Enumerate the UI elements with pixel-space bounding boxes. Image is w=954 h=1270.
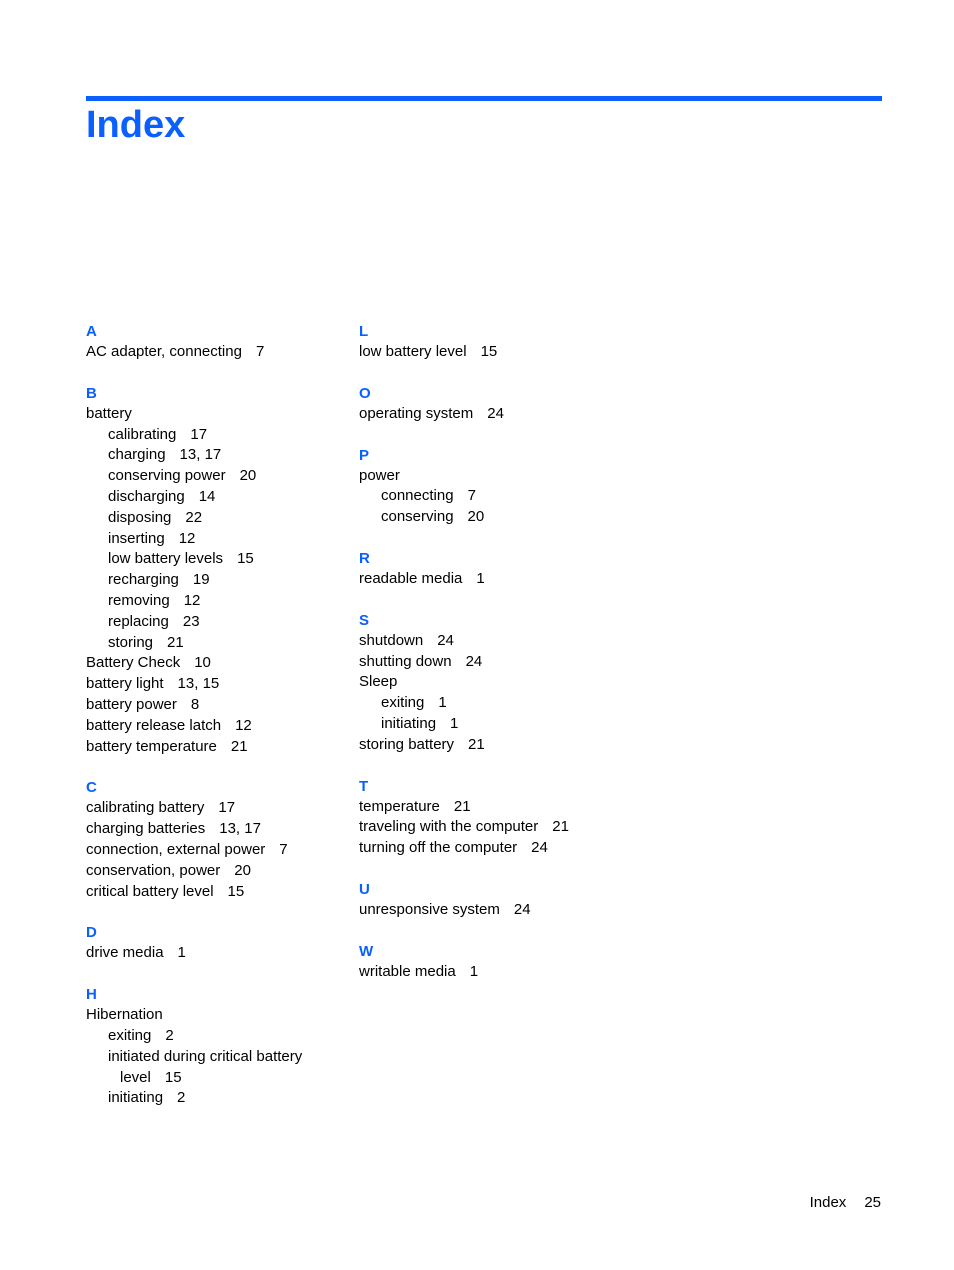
entry-term: battery temperature: [86, 737, 217, 755]
index-entry: [86, 1088, 346, 1109]
entry-page-ref[interactable]: 21: [552, 818, 569, 836]
entry-term: initiating: [108, 1089, 164, 1107]
section-letter: U: [359, 880, 370, 898]
entry-page-ref[interactable]: 21: [167, 633, 184, 651]
index-section-c: [86, 776, 346, 902]
index-entry: [359, 797, 619, 818]
entry-term: turning off the computer: [359, 839, 518, 857]
entry-term: critical battery level: [86, 882, 214, 900]
index-column-left: [86, 320, 346, 1128]
entry-term: calibrating: [108, 425, 177, 443]
entry-term: exiting: [108, 1026, 152, 1044]
index-entry: [86, 445, 346, 466]
page-title: Index: [86, 104, 186, 146]
index-entry: [86, 1047, 346, 1068]
index-entry: [86, 737, 346, 758]
index-entry: [359, 714, 619, 735]
entry-term: readable media: [359, 569, 463, 587]
index-section-h: [86, 983, 346, 1109]
entry-page-ref[interactable]: 1: [450, 714, 459, 732]
index-entry: [86, 404, 346, 425]
entry-term: initiated during critical battery: [108, 1047, 303, 1065]
entry-term: charging batteries: [86, 820, 206, 838]
index-entry: [359, 466, 619, 487]
entry-page-ref[interactable]: 10: [194, 654, 211, 672]
entry-page-ref[interactable]: 13, 17: [179, 446, 222, 464]
section-letter: S: [359, 611, 370, 629]
section-letter: T: [359, 777, 369, 795]
entry-page-ref[interactable]: 12: [178, 529, 196, 547]
entry-term: drive media: [86, 944, 164, 962]
entry-page-ref[interactable]: 20: [234, 861, 251, 879]
entry-page-ref[interactable]: 15: [164, 1068, 182, 1086]
entry-term: temperature: [359, 797, 440, 815]
entry-term: storing battery: [359, 735, 455, 753]
entry-page-ref[interactable]: 21: [453, 797, 471, 815]
index-entry: [86, 342, 346, 363]
entry-term: disposing: [108, 508, 172, 526]
index-entry: [359, 631, 619, 652]
entry-term: charging: [108, 446, 166, 464]
entry-term: initiating: [381, 714, 437, 732]
entry-page-ref[interactable]: 24: [531, 839, 548, 857]
entry-term: traveling with the computer: [359, 818, 539, 836]
index-entry: [359, 652, 619, 673]
section-letter: P: [359, 446, 370, 464]
entry-term: conservation, power: [86, 861, 221, 879]
entry-term: calibrating battery: [86, 799, 205, 817]
entry-term: low battery levels: [108, 550, 224, 568]
index-entry: [86, 549, 346, 570]
entry-page-ref[interactable]: 21: [468, 735, 485, 753]
index-entry: [86, 840, 346, 861]
entry-term: connecting: [381, 487, 454, 505]
entry-term: inserting: [108, 529, 165, 547]
page-footer: [810, 1193, 881, 1213]
index-section-b: [86, 382, 346, 758]
index-entry: [359, 693, 619, 714]
entry-page-ref[interactable]: 1: [476, 569, 485, 587]
index-section-s: [359, 609, 619, 756]
entry-term: discharging: [108, 487, 185, 505]
entry-term: battery release latch: [86, 716, 222, 734]
entry-page-ref[interactable]: 13, 15: [177, 675, 220, 693]
entry-term: AC adapter, connecting: [86, 343, 242, 360]
entry-page-ref[interactable]: 7: [467, 487, 476, 505]
entry-page-ref[interactable]: 21: [230, 737, 248, 755]
index-entry: [359, 817, 619, 838]
section-letter: H: [86, 986, 97, 1004]
index-entry: [359, 838, 619, 859]
section-letter: L: [359, 323, 369, 340]
entry-page-ref[interactable]: 12: [183, 591, 201, 609]
index-section-o: [359, 382, 619, 425]
title-rule: [86, 96, 882, 101]
index-section-p: [359, 444, 619, 528]
index-entry: [86, 695, 346, 716]
index-entry: [86, 570, 346, 591]
section-letter: C: [86, 779, 97, 797]
index-entry: [86, 882, 346, 903]
entry-page-ref[interactable]: 24: [487, 404, 504, 422]
entry-page-ref[interactable]: 15: [237, 550, 254, 568]
section-letter: W: [359, 942, 374, 960]
entry-term: shutdown: [359, 631, 424, 649]
index-entry: [359, 486, 619, 507]
index-section-w: [359, 940, 619, 983]
index-entry: [86, 591, 346, 612]
index-entry: [86, 633, 346, 654]
entry-term: unresponsive system: [359, 900, 500, 918]
index-entry: [359, 672, 619, 693]
entry-page-ref[interactable]: 20: [467, 508, 485, 526]
entry-page-ref[interactable]: 17: [190, 425, 208, 443]
index-entry: [86, 861, 346, 882]
index-entry: [86, 653, 346, 674]
index-column-right: [359, 320, 619, 1002]
entry-term: operating system: [359, 404, 474, 422]
index-entry: [359, 569, 619, 590]
index-section-d: [86, 921, 346, 964]
entry-term: writable media: [359, 962, 456, 980]
entry-term: Hibernation: [86, 1006, 163, 1024]
section-letter: B: [86, 384, 97, 402]
index-entry: [359, 962, 619, 983]
entry-page-ref[interactable]: 20: [239, 467, 257, 485]
index-entry: [86, 1005, 346, 1026]
index-entry: [86, 819, 346, 840]
entry-term: level: [120, 1068, 151, 1086]
footer-label: Index: [809, 1194, 847, 1211]
index-entry: [86, 466, 346, 487]
index-entry: [359, 507, 619, 528]
entry-page-ref[interactable]: 14: [198, 487, 216, 505]
entry-page-ref[interactable]: 24: [513, 900, 531, 918]
entry-term: battery power: [86, 695, 177, 713]
entry-page-ref[interactable]: 22: [185, 508, 203, 526]
index-entry: [86, 943, 346, 964]
index-entry: [86, 1068, 346, 1089]
index-entry: [86, 529, 346, 550]
footer-page-number: 25: [864, 1194, 881, 1211]
index-entry: [86, 674, 346, 695]
entry-page-ref[interactable]: 23: [182, 612, 200, 630]
index-entry: [359, 735, 619, 756]
index-entry: [86, 716, 346, 737]
section-letter: R: [359, 549, 370, 567]
entry-term: low battery level: [359, 343, 467, 360]
index-entry: [86, 612, 346, 633]
entry-term: battery light: [86, 675, 164, 693]
index-section-l: [359, 320, 619, 363]
entry-page-ref[interactable]: 15: [480, 343, 498, 360]
entry-page-ref[interactable]: 19: [192, 571, 210, 589]
index-section-u: [359, 878, 619, 921]
entry-page-ref[interactable]: 1: [469, 962, 479, 980]
entry-page-ref[interactable]: 12: [235, 716, 252, 734]
index-entry: [359, 404, 619, 425]
entry-term: conserving power: [108, 467, 226, 485]
entry-page-ref[interactable]: 7: [279, 840, 288, 858]
index-section-t: [359, 775, 619, 859]
entry-term: exiting: [381, 694, 425, 712]
entry-page-ref[interactable]: 24: [465, 652, 483, 670]
entry-term: shutting down: [359, 652, 452, 670]
entry-term: power: [359, 466, 400, 484]
index-entry: [86, 487, 346, 508]
index-entry: [359, 900, 619, 921]
entry-page-ref[interactable]: 13, 17: [219, 820, 261, 838]
entry-term: storing: [108, 633, 154, 651]
entry-term: Battery Check: [86, 654, 181, 672]
entry-term: Sleep: [359, 673, 398, 691]
index-entry: [359, 342, 619, 363]
entry-page-ref[interactable]: 1: [438, 694, 447, 712]
entry-page-ref[interactable]: 17: [218, 799, 236, 817]
entry-page-ref[interactable]: 2: [165, 1026, 174, 1044]
entry-term: connection, external power: [86, 840, 266, 858]
entry-term: recharging: [108, 571, 179, 589]
entry-term: conserving: [381, 508, 454, 526]
entry-page-ref[interactable]: 2: [177, 1089, 186, 1107]
entry-page-ref[interactable]: 8: [190, 695, 200, 713]
index-entry: [86, 425, 346, 446]
index-entry: [86, 798, 346, 819]
entry-page-ref[interactable]: 24: [437, 631, 454, 649]
index-entry: [86, 1026, 346, 1047]
section-letter: O: [359, 384, 371, 402]
entry-page-ref[interactable]: 7: [255, 343, 265, 360]
entry-page-ref[interactable]: 15: [227, 882, 245, 900]
index-section-a: [86, 320, 346, 363]
index-section-r: [359, 547, 619, 590]
entry-term: replacing: [108, 612, 169, 630]
entry-term: removing: [108, 591, 170, 609]
section-letter: D: [86, 924, 97, 942]
index-entry: [86, 508, 346, 529]
section-letter: A: [86, 323, 97, 340]
entry-term: battery: [86, 404, 132, 422]
entry-page-ref[interactable]: 1: [177, 944, 186, 962]
